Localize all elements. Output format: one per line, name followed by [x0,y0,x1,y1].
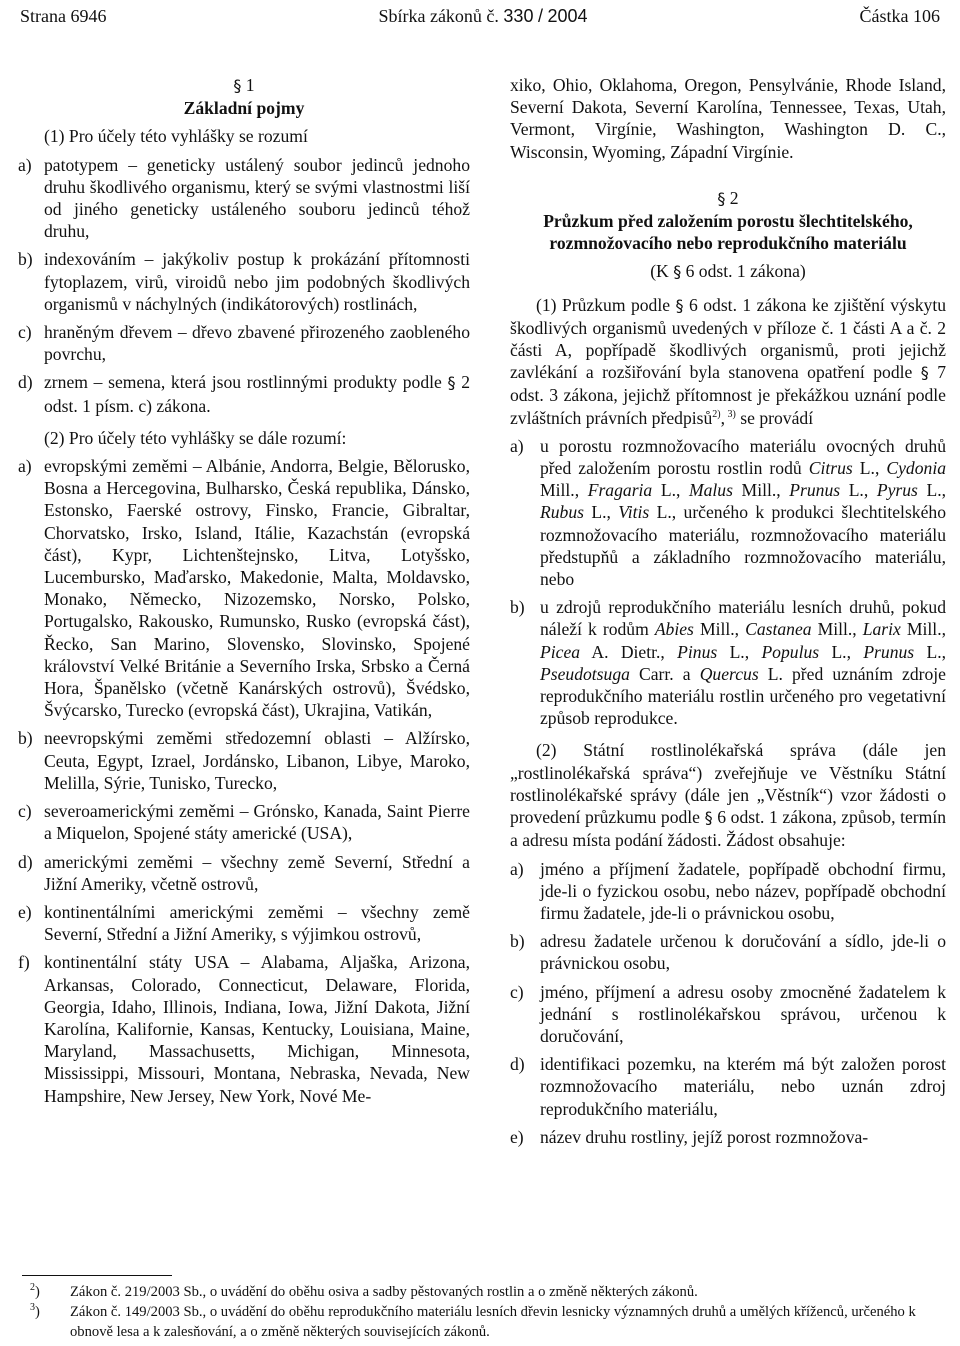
list-item: e) název druhu rostliny, jejíž porost rozmnožova- [510,1126,869,1147]
slash: / [537,5,543,26]
footnotes [30,1282,940,1342]
list-item: c) severoamerickými zeměmi – Grónsko, Kanada, Saint Pierre a Miquelon, Spojené státy americké (USA), [18,801,470,844]
list-item: c) hraněným dřevem – dřevo zbavené přirozeného zaobleného povrchu, [18,322,470,365]
section-1-heading-number: § 1 [233,75,255,95]
list-item: a) u porostu rozmnožovacího materiálu ovocných druhů před založením porostu rostlin rodů Citrus L., Cydonia Mill., Fragaria L., Malus Mill., Prunus L., Pyrus L., Rubus L., Vitis L., určeného k produkci šlechtitelského rozmnožovacího materiálu, rozmnožovacího materiálu předstupňů a základního rozmnožovacího materiálu, nebo [510,435,947,590]
us-states-text-continued: xiko, Ohio, Oklahoma, Oregon, Pensylvánie, Rhode Island, Severní Dakota, Severní Karolína, Tennessee, Texas, Utah, Vermont, Virgínie, Washington, Washington D. C., Wisconsin, Wyoming, Západní Virgínie. [510,75,946,162]
footnote-divider [22,1275,172,1276]
list-item: c) jméno, příjmení a adresu osoby zmocněné žadatelem k jednání s rostlinolékařskou správou, určenou k doručování, [510,981,946,1046]
collection-prefix: Sbírka zákonů č. [378,5,499,26]
right-column [510,74,946,1148]
list-item: b) indexováním – jakýkoliv postup k prokázání přítomnosti fytoplazem, virů, viroidů nebo jim podobných škodlivých organismů v náchylných (indikátorových) rostlinách, [18,249,470,314]
list-item: d) americkými zeměmi – všechny země Severní, Střední a Jižní Ameriky, včetně ostrovů, [18,851,470,894]
collection-title [378,6,587,27]
page-number: Strana 6946 [20,5,107,26]
list-item: d) identifikaci pozemku, na kterém má být založen porost rozmnožovacího materiálu, nebo uznán zdroj reprodukčního materiálu, [510,1054,946,1119]
list-item: e) kontinentálními americkými zeměmi – všechny země Severní, Střední a Jižní Ameriky, s výjimkou ostrovů, [18,901,470,945]
page-header [20,4,940,28]
law-year: 2004 [547,5,588,26]
section-2-reference: (K § 6 odst. 1 zákona) [650,261,806,282]
section-sign-icon: § [447,373,456,393]
section-2-heading-number: § 2 [717,187,739,208]
para1-intro: (1) Pro účely této vyhlášky se rozumí [44,126,308,147]
section-2-title-line2: rozmnožovacího nebo reprodukčního materiálu [549,233,907,254]
law-number: 330 [503,5,534,26]
list-item: d) zrnem – semena, která jsou rostlinnými produkty podle § 2 odst. 1 písm. c) zákona. [18,372,470,416]
section-2-para1: (1) Průzkum podle § 6 odst. 1 zákona ke zjištění výskytu škodlivých organismů uvedených v příloze č. 1 části A a č. 2 části A, popřípadě škodlivých organismů, proti jejichž zavlékání a rozšiřování byla stanovena opatření podle § 7 odst. 3 zákona, jejichž přítomnost je překážkou uznání podle zvláštních právních předpisů$^{2)}$, $^{3)}$ se provádí [510,294,946,428]
us-states-text-part1: kontinentální státy USA – Alabama, Aljaška, Arizona, Arkansas, Colorado, Connecticut, Delaware, Florida, Georgia, Idaho, Illinois, Indiana, Iowa, Jižní Dakota, Jižní Karolína, Kalifornie, Kansas, Kentucky, Louisiana, Maine, Maryland, Massachusetts, Michigan, Minnesota, Mississippi, Missouri, Montana, Nebraska, Nevada, New Hampshire, New Jersey, New York, Nové Me- [44,952,470,1106]
footnote: $^3$) Zákon č. 149/2003 Sb., o uvádění do oběhu reprodukčního materiálu lesních dřevin lesnicky významných druhů a umělých kříženců, určeného k obnově lesa a k zalesňování, a o změně některých souvisejících zákonů. [30,1302,916,1340]
list-item: a) patotypem – geneticky ustálený soubor jedinců jednoho druhu škodlivého organismu, který se svými vlastnostmi liší od jiného geneticky ustáleného souboru jedinců téhož druhu, [18,154,470,242]
section-2-title-line1: Průzkum před založením porostu šlechtitelského, [543,211,913,232]
list-item: b) adresu žadatele určenou k doručování a sídlo, jde-li o právnickou osobu, [510,931,946,974]
list-item: b) u zdrojů reprodukčního materiálu lesních druhů, pokud náleží k rodům Abies Mill., Castanea Mill., Larix Mill., Picea A. Dietr., Pinus L., Populus L., Prunus L., Pseudotsuga Carr. a Quercus L. před uznáním zdroje reprodukčního materiálu rostlin určeného pro vegetativní způsob reprodukce. [510,597,947,729]
para2-intro: (2) Pro účely této vyhlášky se dále rozumí: [44,427,347,448]
list-item: a) jméno a příjmení žadatele, popřípadě obchodní firmu, jde-li o fyzickou osobu, nebo název, popřípadě obchodní firmu žadatele, jde-li o právnickou osobu, [510,858,946,923]
part-number: Částka 106 [859,5,940,26]
left-column [18,74,470,1107]
section-1-title: Základní pojmy [183,98,305,119]
footnote: $^2$) Zákon č. 219/2003 Sb., o uvádění do oběhu osiva a sadby pěstovaných rostlin a o změně některých zákonů. [30,1282,698,1300]
list-item: a) evropskými zeměmi – Albánie, Andorra, Belgie, Bělorusko, Bosna a Hercegovina, Bulharsko, Česká republika, Dánsko, Estonsko, Faerské ostrovy, Finsko, Francie, Gibraltar, Chorvatsko, Irsko, Island, Itálie, Kazachstán (evropská část), Kypr, Lichtenštejnsko, Litva, Lotyšsko, Lucembursko, Maďarsko, Makedonie, Malta, Moldavsko, Monako, Německo, Nizozemsko, Norsko, Polsko, Portugalsko, Rakousko, Rumunsko, Rusko (evropská část), Řecko, San Marino, Slovensko, Slovinsko, Spojené království Velké Británie a Severního Irska, Srbsko a Černá Hora, Španělsko (včetně Kanárských ostrovů), Švédsko, Švýcarsko, Turecko (evropská část), Ukrajina, Vatikán, [18,456,470,721]
list-item-us-states: f) kontinentální státy USA – Alabama, Aljaška, Arizona, Arkansas, Colorado, Connecticut, Delaware, Florida, Georgia, Idaho, Illinois, Indiana, Iowa, Jižní Dakota, Jižní Karolína, Kalifornie, Kansas, Kentucky, Louisiana, Maine, Maryland, Massachusetts, Michigan, Minnesota, Mississippi, Missouri, Montana, Nebraska, Nevada, New Hampshire, New Jersey, New York, Nové Me- [18,952,470,1106]
list-item: b) neevropskými zeměmi středozemní oblasti – Alžírsko, Ceuta, Egypt, Izrael, Jordánsko, Libanon, Libye, Maroko, Melilla, Sýrie, Tunisko, Turecko, [18,728,470,793]
section-2-para2: (2) Státní rostlinolékařská správa (dále jen „rostlinolékařská správa“) zveřejňuje ve Věstníku Státní rostlinolékařské správy (dále jen „Věstník“) vzor žádosti o provedení průzkumu podle § 6 odst. 1 zákona, způsob, termín a adresu místa podání žádosti. Žádost obsahuje: [510,740,947,851]
